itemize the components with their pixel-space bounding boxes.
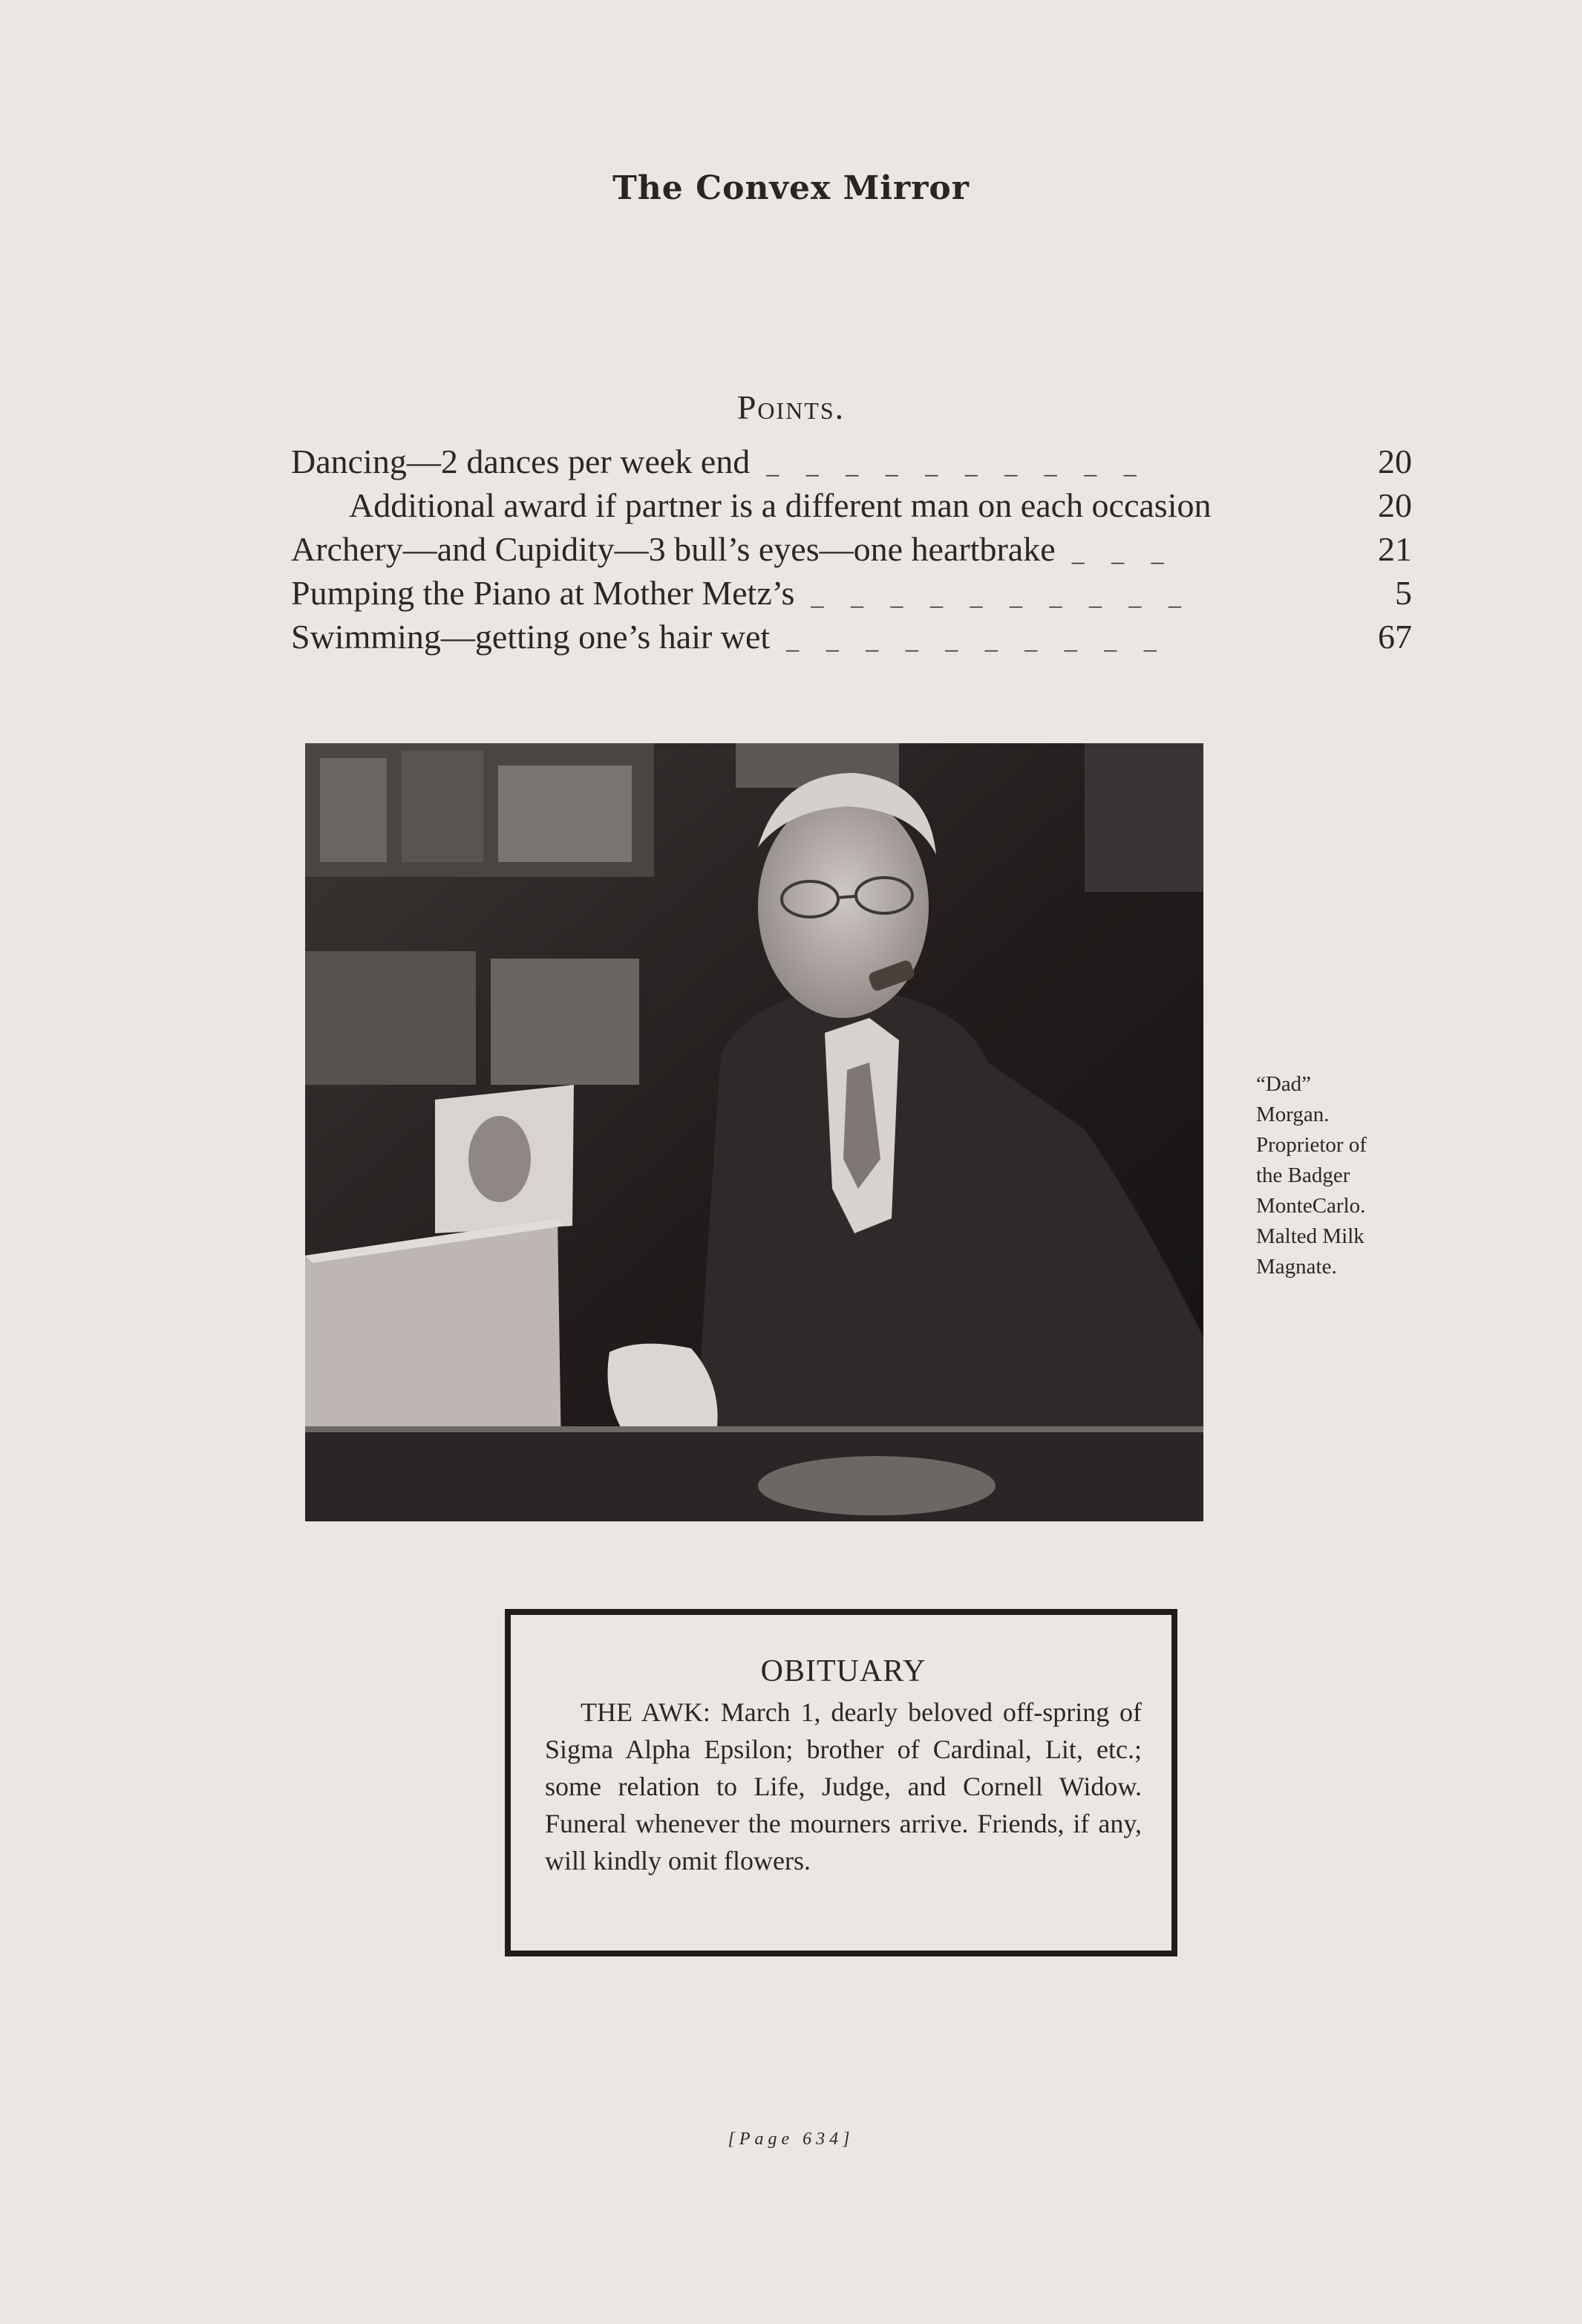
points-row-label: Additional award if partner is a different man on each occasion xyxy=(349,486,1212,524)
points-row-value: 67 xyxy=(1378,618,1412,656)
points-row-leader: _ _ _ xyxy=(1071,539,1174,567)
running-head: The Convex Mirror xyxy=(612,169,970,207)
points-row xyxy=(291,615,1412,659)
page-number: [Page 634] xyxy=(728,2129,854,2149)
points-row xyxy=(291,483,1412,527)
caption-line: MonteCarlo. xyxy=(1256,1194,1366,1218)
portrait-photo xyxy=(305,743,1203,1521)
points-row-value: 5 xyxy=(1395,574,1412,612)
points-row xyxy=(291,440,1412,483)
caption-line: the Badger xyxy=(1256,1163,1350,1187)
points-row-label: Archery—and Cupidity—3 bull’s eyes—one heartbrake xyxy=(291,530,1056,568)
points-row-leader: _ _ _ _ _ _ _ _ _ _ xyxy=(786,627,1167,654)
caption-line: Malted Milk xyxy=(1256,1224,1364,1248)
points-row-value: 20 xyxy=(1378,486,1412,524)
caption-line: Magnate. xyxy=(1256,1255,1337,1279)
points-row-label: Dancing—2 dances per week end xyxy=(291,443,751,480)
obituary-title: OBITUARY xyxy=(760,1654,926,1688)
portrait-photo-image xyxy=(305,743,1203,1521)
points-row-value: 20 xyxy=(1378,443,1412,480)
obituary-body: THE AWK: March 1, dearly beloved off-spring of Sigma Alpha Epsilon; brother of Cardinal, Lit, etc.; some relation to Life, Judge, and Cornell Widow. Funeral whenever the mourners arrive. Friends, if any, will kindly omit flowers. xyxy=(545,1697,1142,1876)
obituary-box xyxy=(505,1609,1177,1956)
caption-line: Morgan. xyxy=(1256,1103,1330,1126)
points-title: Points. xyxy=(736,388,846,426)
photo-caption xyxy=(1256,1069,1434,1282)
points-row-leader: _ _ _ _ _ _ _ _ _ _ xyxy=(766,451,1147,479)
points-row-label: Swimming—getting one’s hair wet xyxy=(291,618,771,656)
points-row xyxy=(291,571,1412,615)
points-row-leader: _ _ _ _ _ _ _ _ _ _ xyxy=(811,583,1192,610)
points-row-value: 21 xyxy=(1378,530,1412,568)
points-row-label: Pumping the Piano at Mother Metz’s xyxy=(291,574,795,612)
points-list xyxy=(291,440,1412,659)
points-row xyxy=(291,527,1412,571)
caption-line: “Dad” xyxy=(1256,1072,1312,1096)
caption-line: Proprietor of xyxy=(1256,1133,1367,1157)
